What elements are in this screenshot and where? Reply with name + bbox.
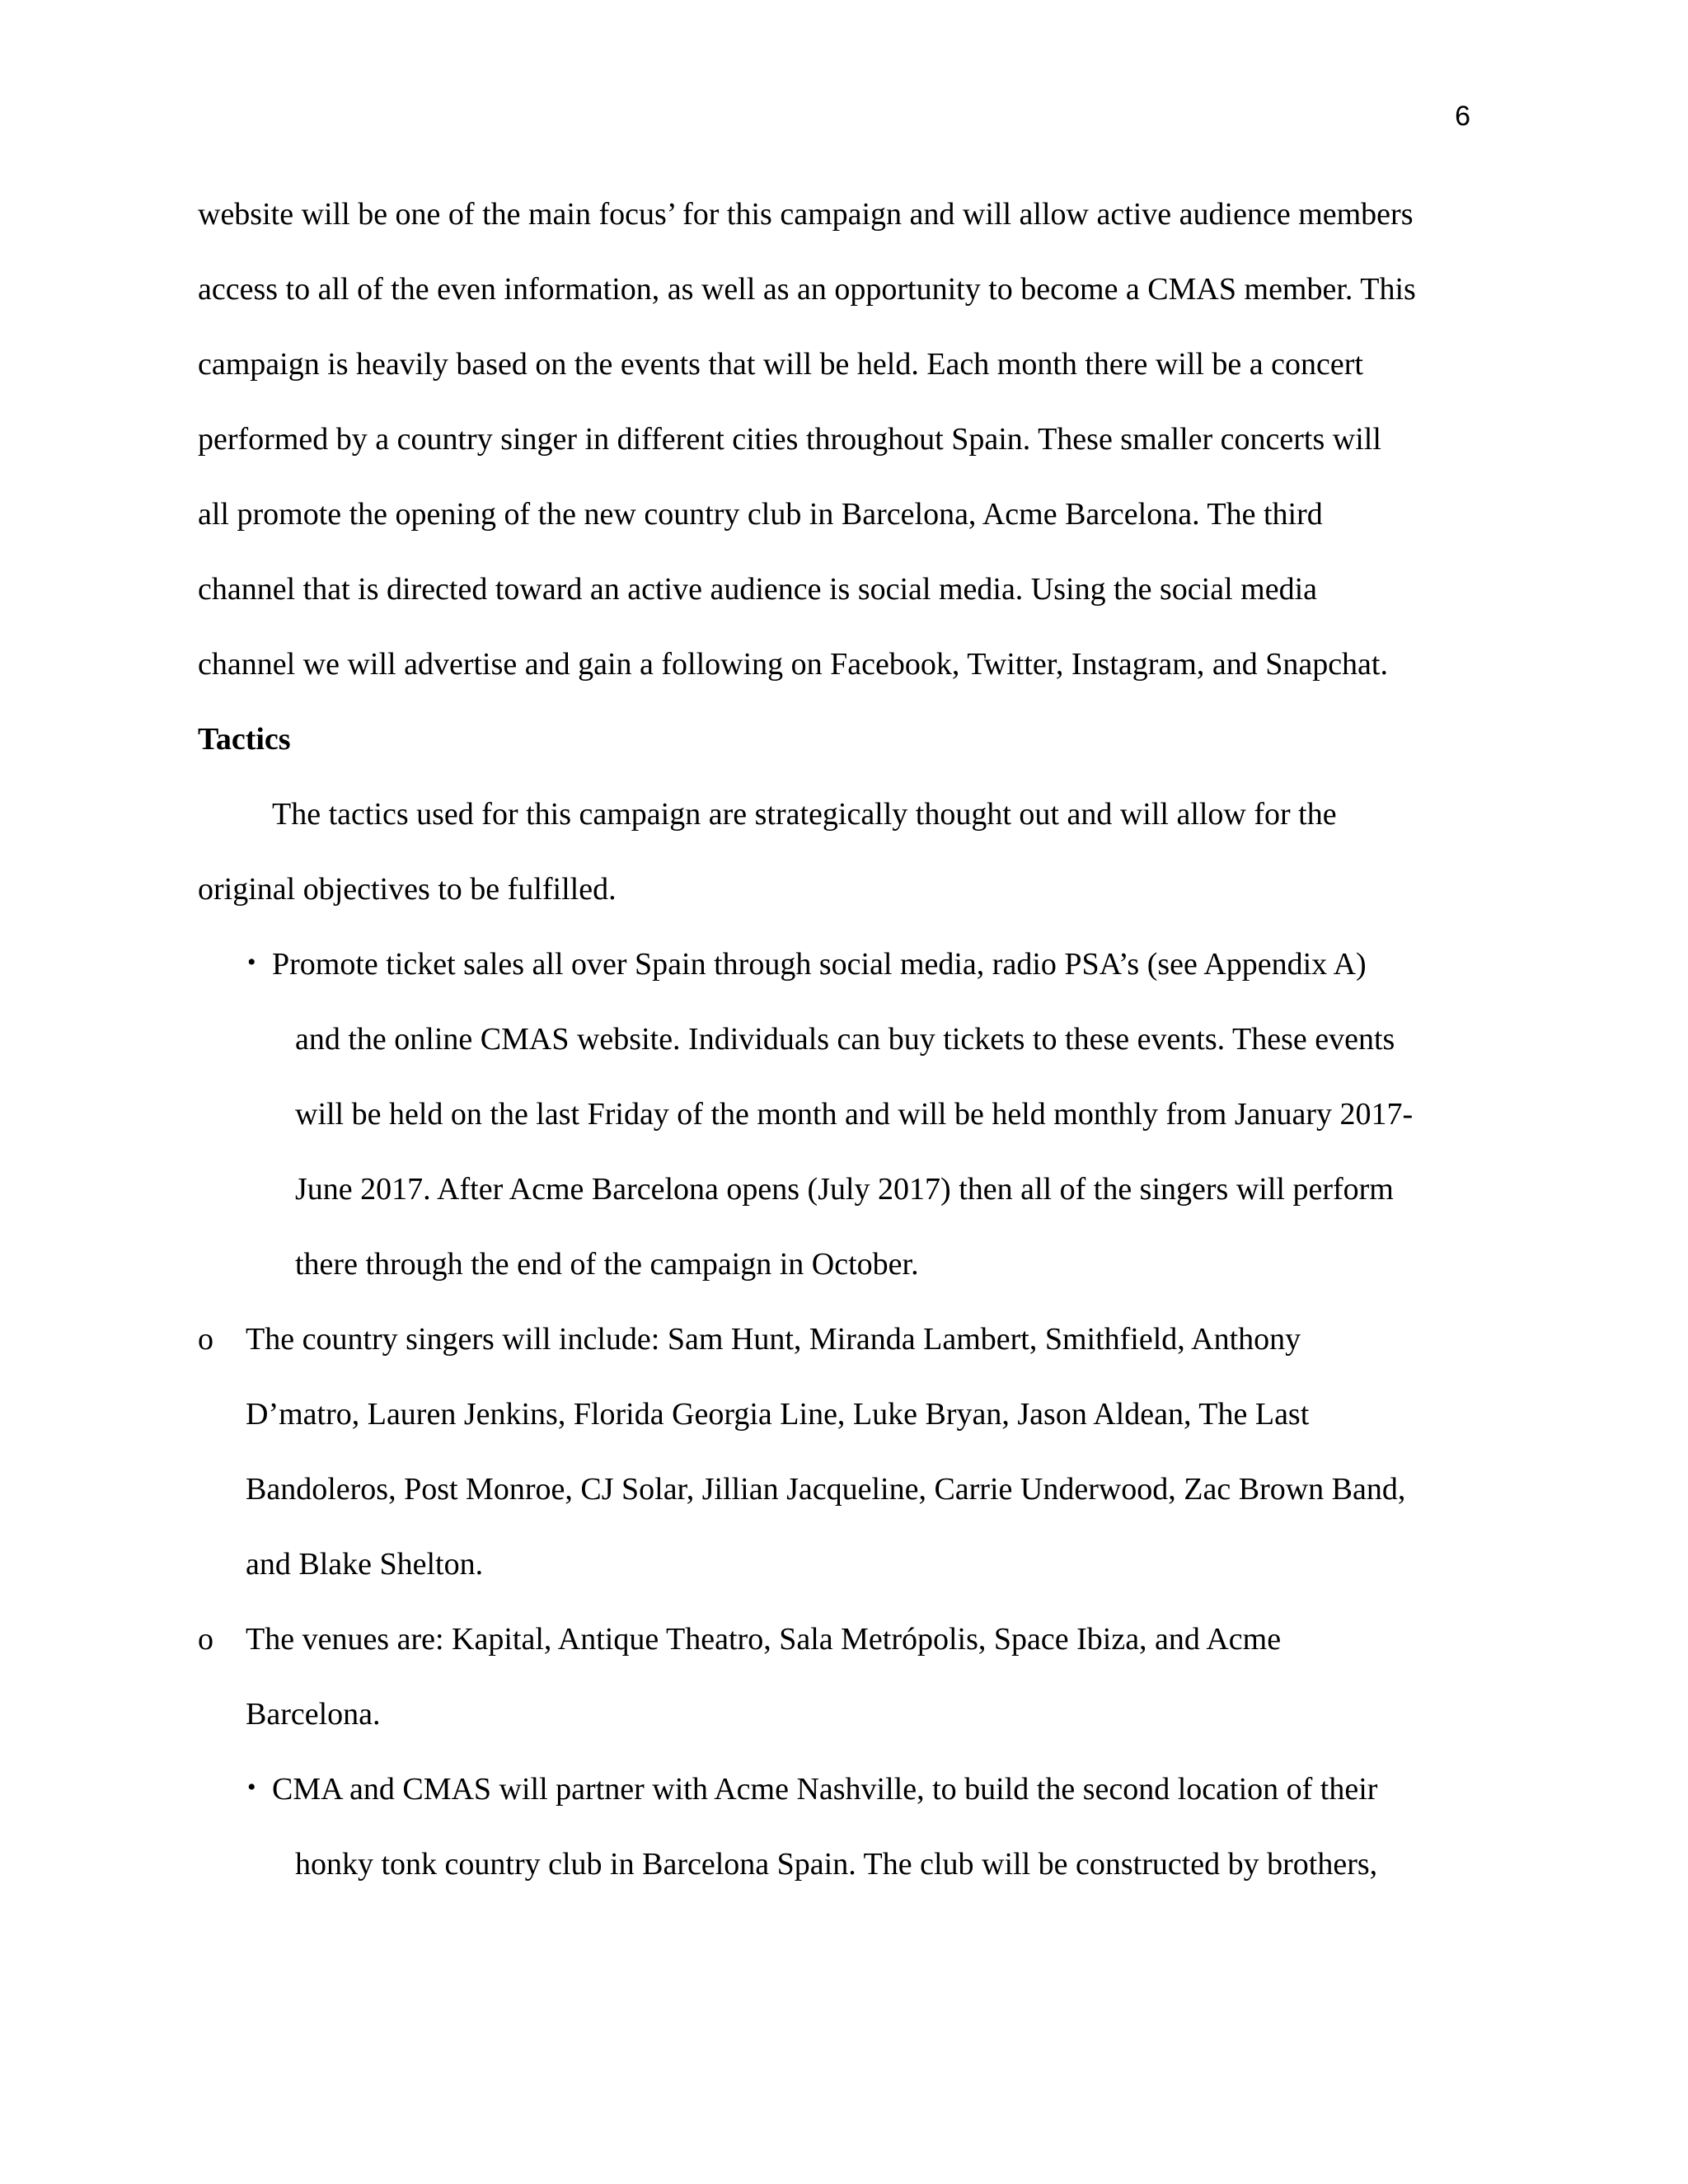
bullet-marker: •: [247, 949, 256, 976]
sub-bullet-marker: o: [198, 1622, 213, 1657]
paragraph-line: campaign is heavily based on the events that will be held. Each month there will be a concert: [198, 347, 1363, 382]
page-number: 6: [1455, 101, 1470, 132]
section-heading: Tactics: [198, 722, 291, 757]
bullet-marker: •: [247, 1774, 256, 1801]
bullet-line: Promote ticket sales all over Spain through social media, radio PSA’s (see Appendix A): [272, 947, 1367, 982]
bullet-line: June 2017. After Acme Barcelona opens (July 2017) then all of the singers will perform: [295, 1172, 1394, 1207]
paragraph-line: performed by a country singer in different cities throughout Spain. These smaller concerts will: [198, 422, 1381, 457]
sub-bullet-line: The venues are: Kapital, Antique Theatro, Sala Metrópolis, Space Ibiza, and Acme: [246, 1622, 1282, 1657]
sub-bullet-line: Bandoleros, Post Monroe, CJ Solar, Jillian Jacqueline, Carrie Underwood, Zac Brown Band,: [246, 1472, 1406, 1507]
paragraph-line: original objectives to be fulfilled.: [198, 872, 617, 907]
sub-bullet-line: and Blake Shelton.: [246, 1547, 484, 1582]
paragraph-line: The tactics used for this campaign are strategically thought out and will allow for the: [272, 797, 1337, 832]
bullet-line: CMA and CMAS will partner with Acme Nashville, to build the second location of their: [272, 1772, 1378, 1807]
sub-bullet-line: Barcelona.: [246, 1697, 381, 1732]
paragraph-line: website will be one of the main focus’ for this campaign and will allow active audience members: [198, 197, 1414, 232]
paragraph-line: all promote the opening of the new country club in Barcelona, Acme Barcelona. The third: [198, 497, 1323, 532]
sub-bullet-marker: o: [198, 1322, 213, 1357]
bullet-line: there through the end of the campaign in October.: [295, 1247, 919, 1282]
sub-bullet-line: The country singers will include: Sam Hunt, Miranda Lambert, Smithfield, Anthony: [246, 1322, 1301, 1357]
paragraph-line: channel we will advertise and gain a following on Facebook, Twitter, Instagram, and Snapchat.: [198, 647, 1388, 682]
bullet-line: and the online CMAS website. Individuals can buy tickets to these events. These events: [295, 1022, 1395, 1057]
sub-bullet-line: D’matro, Lauren Jenkins, Florida Georgia Line, Luke Bryan, Jason Aldean, The Last: [246, 1397, 1310, 1432]
paragraph-line: access to all of the even information, as well as an opportunity to become a CMAS member. This: [198, 272, 1416, 307]
bullet-line: will be held on the last Friday of the month and will be held monthly from January 2017-: [295, 1097, 1414, 1132]
paragraph-line: channel that is directed toward an active audience is social media. Using the social media: [198, 572, 1317, 607]
bullet-line: honky tonk country club in Barcelona Spain. The club will be constructed by brothers,: [295, 1847, 1378, 1882]
